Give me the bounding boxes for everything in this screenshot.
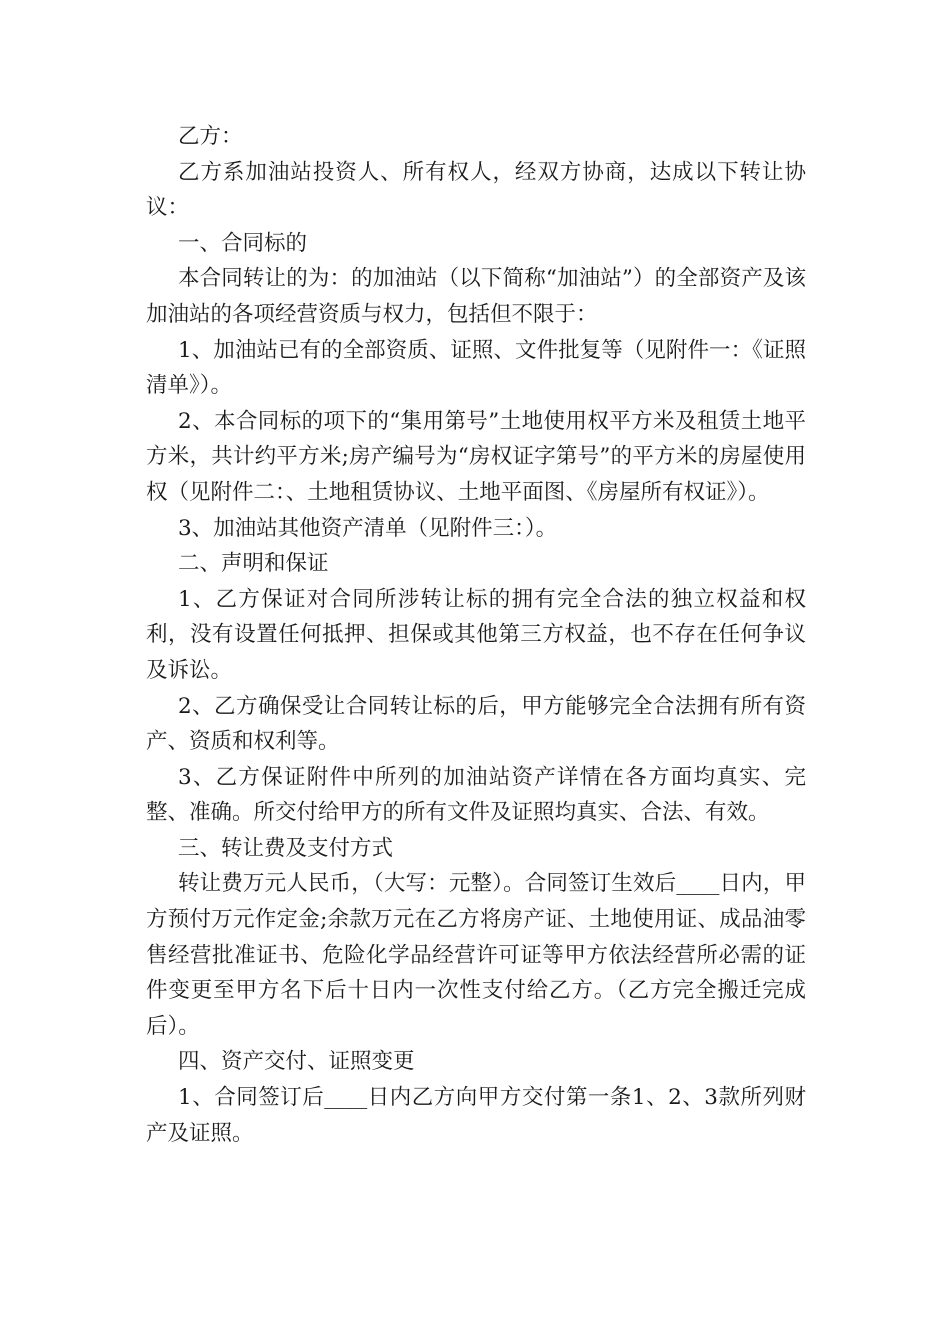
section-heading-4: 四、资产交付、证照变更 (178, 1049, 415, 1075)
clause-3-fee: 转让费万元人民币，（大写：元整）。合同签订生效后____日内，甲方预付万元作定金;余款万元在乙方将房产证、土地使用证、成品油零售经营批准证书、危险化学品经营许可证等甲方依法经营所必需的证件变更至甲方名下后十日内一次性支付给乙方。（乙方完全搬迁完成后）。 (146, 871, 806, 1039)
clause-4-1: 1、合同签订后____日内乙方向甲方交付第一条1、2、3款所列财产及证照。 (146, 1085, 806, 1146)
section-heading-3: 三、转让费及支付方式 (178, 835, 394, 861)
paragraph-subject: 本合同转让的为：的加油站（以下简称“加油站”）的全部资产及该加油站的各项经营资质与权力，包括但不限于： (146, 266, 806, 327)
clause-2-3: 3、乙方保证附件中所列的加油站资产详情在各方面均真实、完整、准确。所交付给甲方的所有文件及证照均真实、合法、有效。 (146, 764, 806, 826)
clause-1-3: 3、加油站其他资产清单（见附件三：）。 (178, 515, 558, 541)
section-heading-2: 二、声明和保证 (178, 551, 329, 577)
section-heading-1: 一、合同标的 (178, 230, 308, 256)
paragraph-intro: 乙方系加油站投资人、所有权人，经双方协商，达成以下转让协议： (146, 159, 806, 221)
clause-1-2: 2、本合同标的项下的“集用第号”土地使用权平方米及租赁土地平方米，共计约平方米;房产编号为“房权证字第号”的平方米的房屋使用权（见附件二：、土地租赁协议、土地平面图、《房屋所有权证》）。 (146, 408, 806, 505)
clause-2-2: 2、乙方确保受让合同转让标的后，甲方能够完全合法拥有所有资产、资质和权利等。 (146, 693, 806, 755)
clause-2-1: 1、乙方保证对合同所涉转让标的拥有完全合法的独立权益和权利，没有设置任何抵押、担保或其他第三方权益，也不存在任何争议及诉讼。 (146, 586, 806, 683)
clause-1-1: 1、加油站已有的全部资质、证照、文件批复等（见附件一：《证照清单》）。 (146, 337, 806, 399)
document-body (146, 119, 806, 1151)
paragraph-party-b: 乙方： (178, 124, 243, 149)
